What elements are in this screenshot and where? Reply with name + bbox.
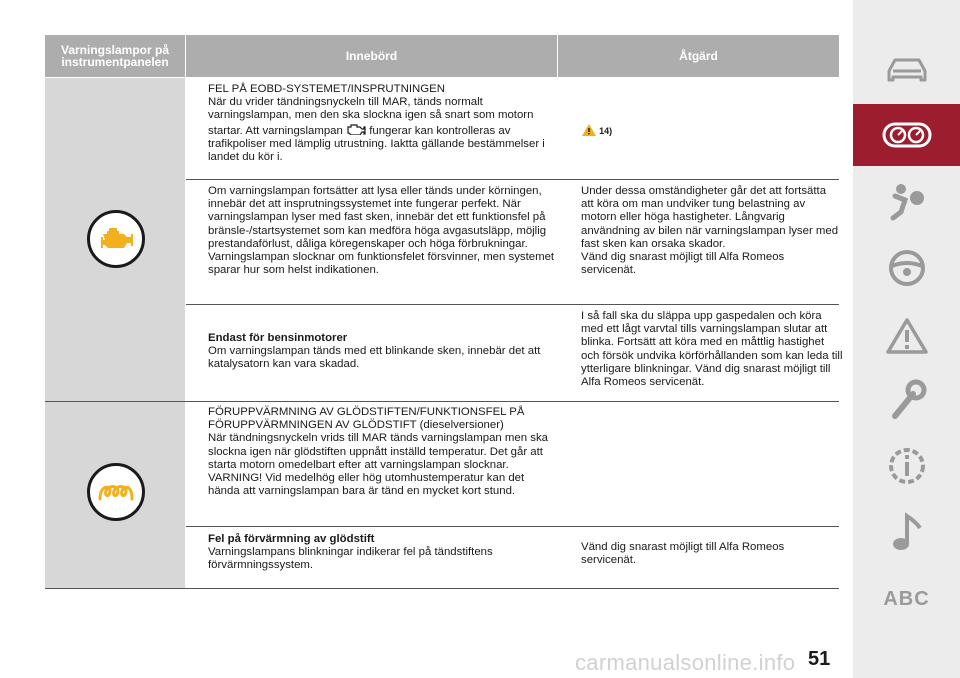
abc-label: ABC (883, 587, 930, 610)
row-divider (186, 526, 839, 527)
eobd-title: FEL PÅ EOBD-SYSTEMET/INSPRUTNINGEN (208, 83, 445, 95)
table-header-action: Åtgärd (558, 35, 839, 77)
glow-plug-icon (87, 463, 145, 521)
fault-description (208, 185, 558, 277)
glow-fault-action-text: Vänd dig snarast möjligt till Alfa Romeos servicenät. (581, 541, 785, 567)
airbag-person-icon (887, 182, 927, 222)
row-divider (186, 179, 839, 180)
glow-fault-description (208, 533, 558, 573)
fault-text-2: Varningslampan slocknar om funktionsfelet försvinner, men systemet sparar hur som helst indikationen. (208, 251, 555, 277)
reference-number: 14) (599, 126, 613, 136)
eobd-text-a: När du vrider tändningsnyckeln till MAR, tänds normalt varningslampan, men den ska slockna igen så snart som motorn startar. Att varningslampan (208, 96, 534, 137)
sidebar-item-multimedia[interactable] (853, 502, 960, 562)
engine-inline-icon (346, 123, 366, 135)
petrol-action-text: I så fall ska du släppa upp gaspedalen och köra med ett lågt varvtal tills varningslampan slutar att blinka. Fortsätt att köra med en måttlig hastighet och försök undvika körförhållanden som kan leda till ytterligare blinkningar. Vänd dig snarast möjligt till Alfa Romeos servicenät. (581, 310, 843, 389)
dashboard-gauges-icon (882, 121, 932, 149)
sidebar-item-maintenance[interactable] (853, 370, 960, 430)
glow-text: När tändningsnyckeln vrids till MAR tänds varningslampan men ska slockna igen när glödstiften uppnått inställd temperatur. Det går att starta motorn omedelbart efter att varningslampan slocknar. (208, 432, 548, 471)
eobd-description (208, 83, 553, 164)
glow-fault-action (581, 541, 821, 567)
sidebar-item-car[interactable] (853, 40, 960, 100)
page-number: 51 (808, 648, 831, 670)
fault-action (581, 185, 839, 277)
fault-action-text: Under dessa omständigheter går det att fortsätta att köra om man undviker tung belastning av motorn eller höga hastigheter. Långvarig användning av bilen när varningslampan lyser med fast sken kan orsaka skador. (581, 185, 839, 250)
watermark: carmanualsonline.info (575, 650, 796, 675)
glow-description (208, 406, 558, 498)
glow-text-2: VARNING! Vid medelhög eller hög utomhustemperatur kan det hända att varningslampan bara är tänd en mycket kort stund. (208, 472, 525, 498)
music-note-icon (890, 512, 924, 552)
petrol-title: Endast för bensinmotorer (208, 332, 348, 344)
chapter-sidebar (853, 0, 960, 678)
glow-title: FÖRUPPVÄRMNING AV GLÖDSTIFTEN/FUNKTIONSFEL PÅ FÖRUPPVÄRMNINGEN AV GLÖDSTIFT (dieselversioner) (208, 406, 525, 432)
car-icon (885, 55, 929, 85)
sidebar-item-driving[interactable] (853, 238, 960, 298)
info-gear-icon (885, 444, 929, 488)
row-divider (186, 304, 839, 305)
table-bottom-line (45, 588, 839, 589)
petrol-description (208, 332, 558, 372)
glow-fault-text: Varningslampans blinkningar indikerar fel på tändstiftens förvärmningssystem. (208, 546, 493, 572)
warning-triangle-icon (885, 317, 929, 355)
fault-text: Om varningslampan fortsätter att lysa eller tänds under körningen, innebär det att insprutningssystemet inte fungerar perfekt. När varningslampan lyser med fast sken, innebär det ett funktionsfel på bränsle-/startsystemet som kan medföra höga avgasutsläpp, möjlig prestandaförlust, dåliga köregenskaper och höga förbrukningar. (208, 185, 547, 250)
table-header-meaning: Innebörd (186, 35, 557, 77)
petrol-text: Om varningslampan tänds med ett blinkande sken, innebär det att katalysatorn kan vara skadad. (208, 345, 541, 371)
glow-fault-title: Fel på förvärmning av glödstift (208, 533, 375, 545)
sidebar-item-safety[interactable] (853, 172, 960, 232)
table-header-warning-lights: Varningslampor på instrumentpanelen (45, 35, 185, 77)
eobd-reference (582, 124, 612, 138)
section-divider (45, 401, 839, 402)
sidebar-item-technical[interactable] (853, 434, 960, 498)
eobd-text-b: fungerar kan kontrolleras av trafikpoliser med lämplig utrustning. Iaktta gällande bestämmelser i landet du kör i. (208, 124, 545, 164)
petrol-action (581, 310, 843, 389)
steering-wheel-icon (887, 248, 927, 288)
sidebar-item-index[interactable] (853, 582, 960, 616)
warning-triangle-icon (582, 124, 596, 136)
fault-action-text-2: Vänd dig snarast möjligt till Alfa Romeos servicenät. (581, 251, 785, 277)
sidebar-item-dashboard[interactable] (853, 104, 960, 166)
engine-check-icon (87, 210, 145, 268)
wrench-icon (887, 378, 927, 422)
sidebar-item-emergency[interactable] (853, 306, 960, 366)
